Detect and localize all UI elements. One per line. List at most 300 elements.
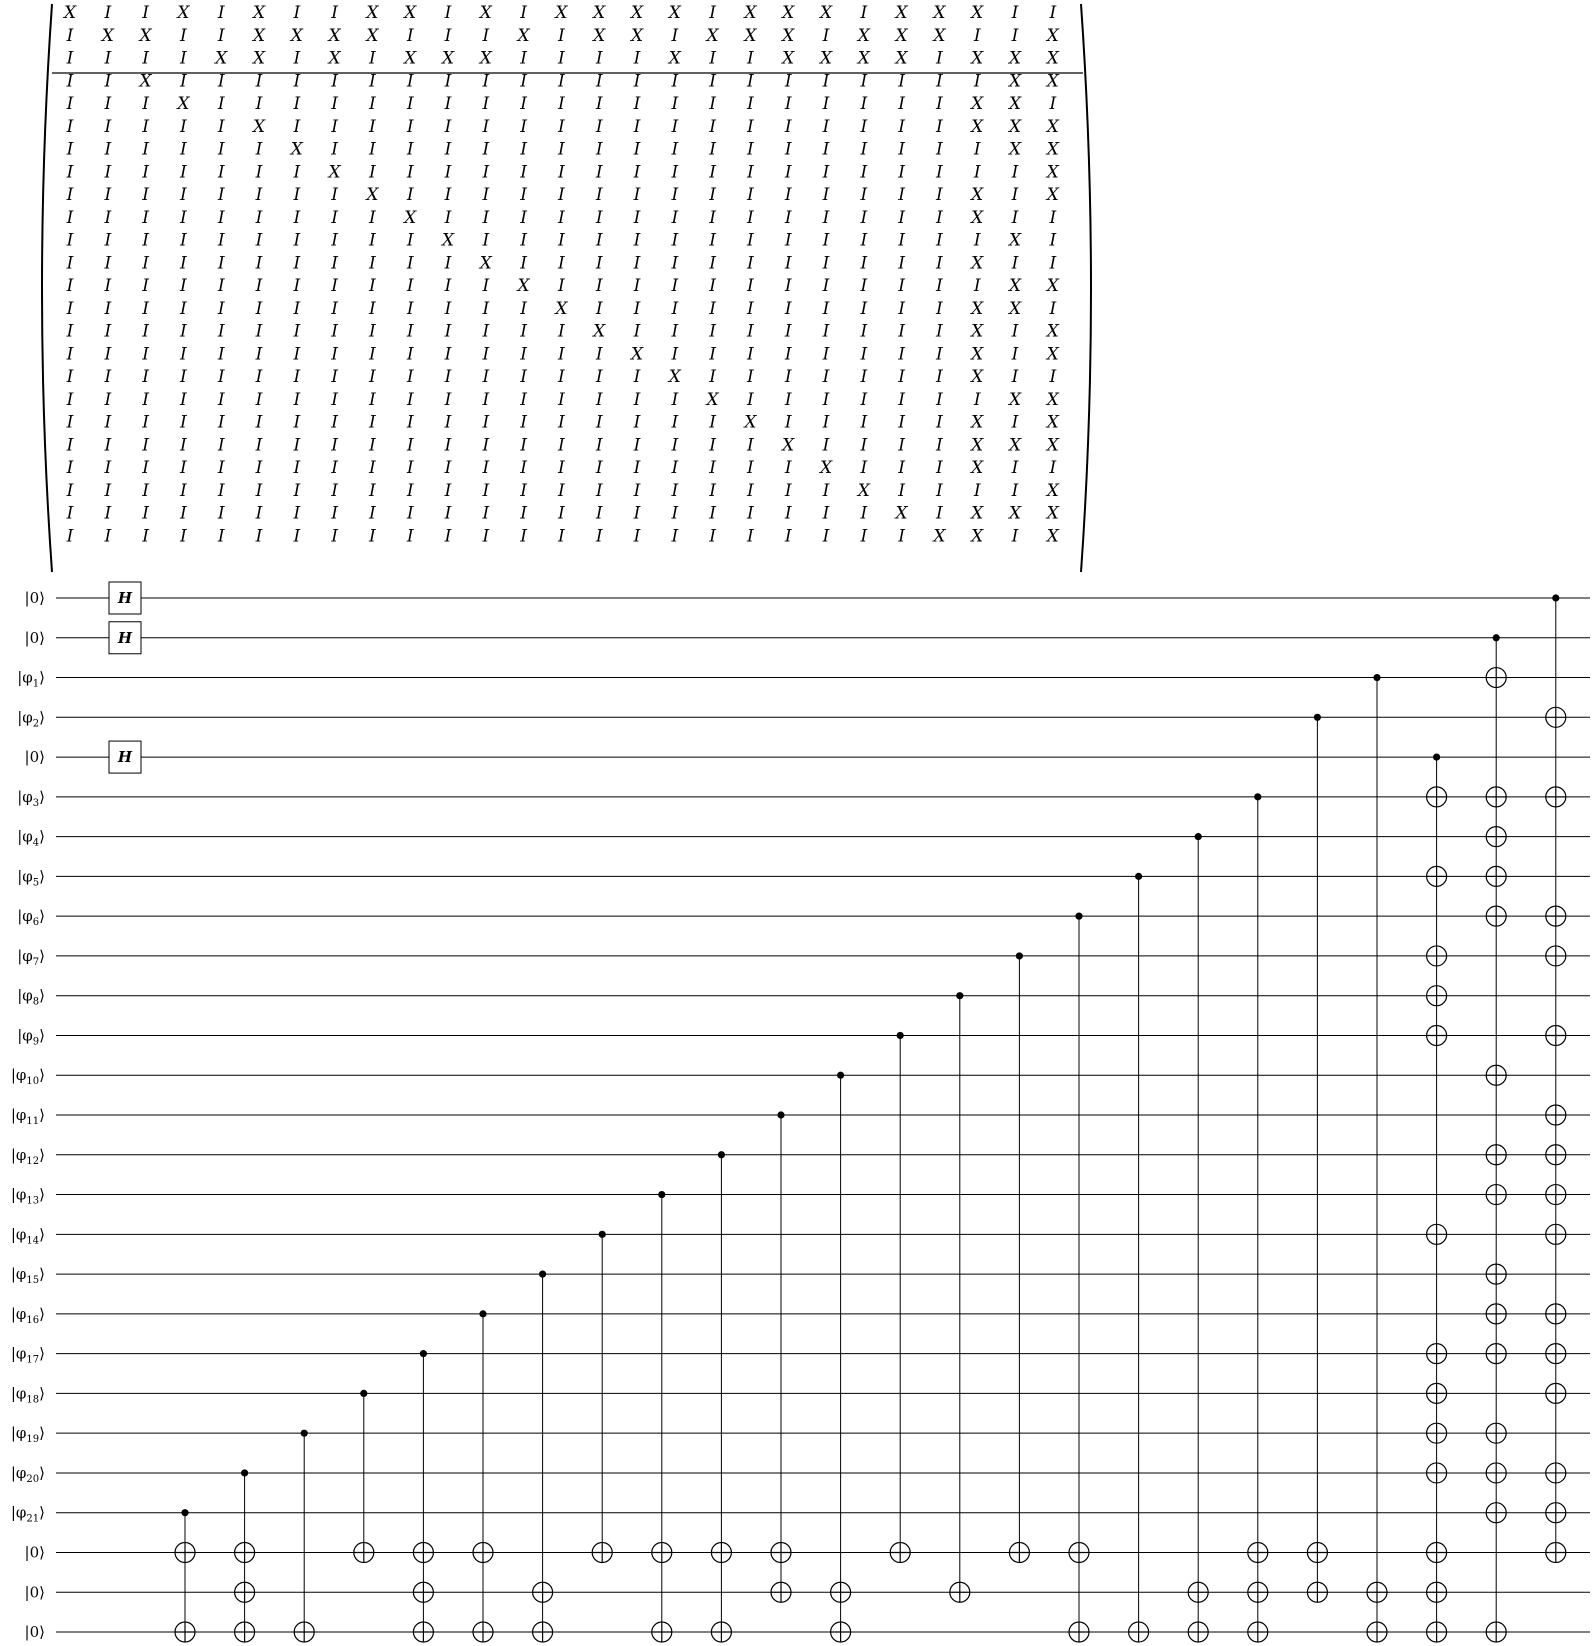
matrix-entry: I — [784, 321, 792, 342]
matrix-entry: I — [822, 116, 830, 137]
matrix-entry: X — [366, 25, 379, 46]
matrix-entry: I — [142, 321, 149, 342]
matrix-entry: I — [860, 503, 868, 524]
matrix-entry: I — [142, 276, 149, 296]
controlled-not-gate — [1307, 714, 1327, 1603]
matrix-entry: I — [1011, 480, 1019, 501]
qubit-label: $|\varphi_{12}⟩$ — [10, 1145, 45, 1167]
matrix-entry: I — [369, 321, 376, 342]
matrix-entry: I — [595, 412, 603, 433]
matrix-entry: I — [444, 480, 452, 501]
matrix-entry: I — [595, 276, 603, 296]
matrix-entry: I — [444, 298, 452, 319]
matrix-entry: I — [217, 412, 225, 433]
matrix-entry: I — [406, 526, 414, 547]
matrix-entry: X — [479, 48, 492, 69]
matrix-entry: I — [709, 3, 716, 23]
matrix-entry: I — [104, 298, 112, 319]
matrix-entry: I — [255, 185, 263, 205]
matrix-entry: I — [973, 162, 981, 183]
matrix-entry: X — [366, 185, 379, 205]
matrix-entry: I — [784, 458, 792, 478]
matrix-entry: I — [217, 321, 225, 342]
controlled-not-gate — [1129, 873, 1149, 1642]
matrix-entry: I — [633, 94, 641, 114]
control-dot — [658, 1191, 665, 1198]
matrix-entry: I — [898, 276, 905, 296]
matrix-entry: I — [369, 458, 376, 478]
matrix-entry: I — [142, 116, 149, 137]
matrix-entry: I — [558, 276, 565, 296]
matrix-entry: I — [747, 503, 754, 524]
matrix-entry: I — [331, 276, 338, 296]
matrix-entry: I — [1011, 3, 1019, 23]
matrix-entry: I — [860, 412, 868, 433]
matrix-entry: X — [782, 3, 795, 23]
matrix-entry: I — [747, 367, 754, 387]
matrix-entry: I — [293, 276, 301, 296]
matrix-entry: I — [293, 207, 301, 228]
matrix-entry: I — [633, 367, 641, 387]
matrix-entry: I — [406, 71, 414, 92]
matrix-entry: I — [444, 276, 452, 296]
controlled-not-gate — [175, 1509, 195, 1642]
matrix-entry: I — [784, 253, 792, 274]
matrix-entry: I — [369, 480, 376, 501]
matrix-entry: I — [66, 298, 74, 319]
matrix-entry: I — [936, 71, 943, 92]
matrix-entry: I — [558, 207, 565, 228]
matrix-entry: I — [898, 94, 905, 114]
controlled-not-gate — [890, 1032, 910, 1563]
matrix-entry: I — [747, 389, 754, 410]
matrix-entry: I — [1011, 526, 1019, 547]
matrix-entry: I — [898, 367, 905, 387]
matrix-entry: X — [895, 503, 908, 524]
matrix-entry: I — [482, 94, 490, 114]
qubit-label: $|\varphi_{11}⟩$ — [10, 1106, 45, 1128]
matrix-entry: I — [482, 116, 490, 137]
matrix-entry: I — [936, 367, 943, 387]
matrix-entry: I — [520, 344, 527, 365]
matrix-entry: I — [331, 94, 338, 114]
matrix-entry: I — [217, 25, 225, 46]
matrix-entry: I — [369, 367, 376, 387]
matrix-entry: I — [104, 116, 112, 137]
matrix-entry: I — [558, 139, 565, 160]
matrix-entry: I — [784, 367, 792, 387]
matrix-entry: I — [255, 367, 263, 387]
matrix-entry: I — [520, 253, 527, 274]
matrix-entry: I — [973, 139, 981, 160]
matrix-entry: I — [180, 116, 187, 137]
matrix-entry: I — [671, 230, 679, 251]
matrix-entry: I — [822, 367, 830, 387]
target-oplus — [1427, 1423, 1447, 1443]
target-oplus — [1546, 707, 1566, 727]
matrix-entry: I — [709, 139, 716, 160]
matrix-entry: I — [633, 276, 641, 296]
matrix-entry: X — [706, 25, 719, 46]
matrix-entry: I — [520, 71, 527, 92]
matrix-entry: I — [520, 321, 527, 342]
matrix-entry: I — [784, 389, 792, 410]
matrix-entry: I — [709, 162, 716, 183]
matrix-entry: I — [1011, 458, 1019, 478]
matrix-entry: X — [782, 435, 795, 456]
matrix-entry: I — [822, 480, 830, 501]
qubit-label: $|\varphi_7⟩$ — [17, 946, 45, 968]
matrix-entry: I — [671, 458, 679, 478]
matrix-entry: X — [328, 25, 341, 46]
matrix-entry: I — [973, 480, 981, 501]
target-oplus — [1069, 1622, 1089, 1642]
matrix-entry: I — [482, 139, 490, 160]
matrix-entry: I — [898, 298, 905, 319]
matrix-entry: I — [369, 503, 376, 524]
matrix-entry: I — [66, 162, 74, 183]
matrix-entry: I — [293, 321, 301, 342]
matrix-entry: I — [822, 412, 830, 433]
target-oplus — [294, 1622, 314, 1642]
matrix-entry: X — [971, 207, 984, 228]
matrix-entry: X — [1008, 276, 1022, 296]
matrix-entry: I — [369, 435, 376, 456]
target-oplus — [1367, 1582, 1387, 1602]
matrix-entry: X — [971, 48, 984, 69]
matrix-entry: X — [252, 3, 266, 23]
matrix-entry: I — [520, 94, 527, 114]
matrix-entry: I — [406, 139, 414, 160]
matrix-entry: I — [104, 207, 112, 228]
target-oplus — [1546, 1383, 1566, 1403]
controlled-not-gate — [533, 1270, 553, 1642]
matrix-entry: I — [142, 367, 149, 387]
matrix-entry: I — [709, 367, 716, 387]
matrix-entry: I — [482, 412, 490, 433]
matrix-entry: I — [822, 207, 830, 228]
matrix-entry: I — [217, 230, 225, 251]
controlled-not-gate — [1486, 634, 1506, 1642]
matrix-entry: X — [744, 412, 757, 433]
target-oplus — [1427, 1582, 1447, 1602]
target-oplus — [652, 1622, 672, 1642]
matrix-entry: I — [331, 116, 338, 137]
target-oplus — [1307, 1542, 1327, 1562]
matrix-entry: I — [255, 298, 263, 319]
controlled-not-gate — [1427, 753, 1447, 1642]
matrix-entry: I — [936, 480, 943, 501]
matrix-entry: I — [671, 321, 679, 342]
matrix-entry: I — [784, 94, 792, 114]
target-oplus — [1307, 1582, 1327, 1602]
hadamard-gate — [109, 741, 141, 773]
matrix-entry: I — [558, 526, 565, 547]
matrix-entry: I — [671, 185, 679, 205]
matrix-entry: I — [747, 71, 754, 92]
matrix-entry: X — [971, 367, 984, 387]
matrix-entry: I — [406, 162, 414, 183]
qubit-label: $|\varphi_{20}⟩$ — [10, 1463, 45, 1485]
control-dot — [777, 1111, 784, 1118]
matrix-entry: I — [747, 298, 754, 319]
matrix-entry: X — [593, 3, 606, 23]
matrix-entry: I — [180, 503, 187, 524]
matrix-entry: I — [595, 389, 603, 410]
matrix-entry: I — [936, 344, 943, 365]
matrix-entry: I — [255, 458, 263, 478]
controlled-not-gate — [235, 1469, 255, 1642]
matrix-entry: I — [860, 3, 868, 23]
qubit-label: $|\varphi_4⟩$ — [17, 827, 45, 849]
matrix-entry: I — [558, 412, 565, 433]
matrix-entry: I — [66, 435, 74, 456]
matrix-entry: X — [1008, 139, 1022, 160]
matrix-entry: I — [217, 526, 225, 547]
qubit-label: $|\varphi_5⟩$ — [17, 867, 45, 889]
qubit-label: $|\varphi_{17}⟩$ — [10, 1344, 45, 1366]
matrix-entry: I — [822, 253, 830, 274]
matrix-entry: I — [331, 207, 338, 228]
matrix-entry: I — [293, 71, 301, 92]
matrix-entry: I — [66, 526, 74, 547]
matrix-entry: I — [444, 94, 452, 114]
matrix-entry: I — [936, 116, 943, 137]
matrix-entry: X — [857, 48, 870, 69]
matrix-entry: I — [104, 435, 112, 456]
matrix-entry: I — [709, 276, 716, 296]
matrix-entry: I — [860, 253, 868, 274]
controlled-not-gate — [771, 1111, 791, 1602]
target-oplus — [1427, 1025, 1447, 1045]
target-oplus — [1427, 787, 1447, 807]
matrix-entry: I — [633, 162, 641, 183]
matrix-entry: I — [142, 162, 149, 183]
matrix-entry: I — [369, 162, 376, 183]
matrix-entry: I — [142, 207, 149, 228]
target-oplus — [1248, 1542, 1268, 1562]
matrix-entry: I — [898, 480, 905, 501]
matrix-entry: I — [142, 253, 149, 274]
matrix-entry: I — [784, 207, 792, 228]
target-oplus — [1486, 1463, 1506, 1483]
matrix-entry: I — [671, 116, 679, 137]
target-oplus — [1248, 1582, 1268, 1602]
matrix-entry: I — [255, 207, 263, 228]
control-dot — [539, 1270, 546, 1277]
matrix-entry: I — [293, 230, 301, 251]
matrix-entry: I — [595, 207, 603, 228]
qubit-label: $|\varphi_{21}⟩$ — [10, 1503, 45, 1525]
matrix-entry: I — [671, 412, 679, 433]
matrix-entry: I — [633, 116, 641, 137]
control-dot — [1373, 674, 1380, 681]
matrix-entry: I — [860, 230, 868, 251]
qubit-label: $|\varphi_9⟩$ — [17, 1026, 45, 1048]
matrix-entry: I — [898, 230, 905, 251]
matrix-entry: X — [782, 25, 795, 46]
matrix-entry: I — [255, 71, 263, 92]
controlled-not-gate — [294, 1430, 314, 1642]
matrix-entry: I — [520, 367, 527, 387]
matrix-entry: I — [633, 230, 641, 251]
matrix-entry: I — [973, 71, 981, 92]
qubit-label: $|\varphi_2⟩$ — [17, 708, 45, 730]
matrix-entry: I — [482, 162, 490, 183]
matrix-entry: I — [671, 344, 679, 365]
qubit-label: |0⟩ — [24, 589, 45, 607]
qubit-label: $|\varphi_{16}⟩$ — [10, 1304, 45, 1326]
target-oplus — [652, 1542, 672, 1562]
qubit-label: |0⟩ — [24, 1623, 45, 1642]
matrix-entry: X — [933, 526, 946, 547]
matrix-entry: X — [819, 3, 833, 23]
matrix-entry: I — [860, 321, 868, 342]
matrix-entry: I — [255, 321, 263, 342]
matrix-entry: I — [822, 344, 830, 365]
matrix-entry: I — [558, 25, 565, 46]
matrix-entry: X — [139, 25, 152, 46]
matrix-entry: I — [293, 458, 301, 478]
matrix-entry: I — [66, 139, 74, 160]
matrix-entry: I — [784, 71, 792, 92]
matrix-entry: I — [369, 344, 376, 365]
target-oplus — [1427, 1383, 1447, 1403]
matrix-entry: I — [444, 367, 452, 387]
target-oplus — [1546, 1224, 1566, 1244]
matrix-entry: I — [747, 321, 754, 342]
qubit-label: $|\varphi_8⟩$ — [17, 986, 45, 1008]
matrix-entry: I — [331, 389, 338, 410]
matrix-entry: I — [747, 480, 754, 501]
matrix-entry: I — [1049, 298, 1057, 319]
matrix-entry: I — [822, 162, 830, 183]
matrix-entry: I — [709, 412, 716, 433]
matrix-entry: I — [217, 71, 225, 92]
matrix-entry: I — [595, 298, 603, 319]
matrix-entry: I — [898, 162, 905, 183]
matrix-entry: I — [1011, 344, 1019, 365]
target-oplus — [1427, 1224, 1447, 1244]
matrix-entry: I — [595, 185, 603, 205]
matrix-entry: I — [104, 276, 112, 296]
matrix-entry: I — [142, 139, 149, 160]
matrix-entry: I — [369, 230, 376, 251]
matrix-entry: I — [482, 321, 490, 342]
matrix-entry: I — [180, 344, 187, 365]
matrix-entry: I — [595, 344, 603, 365]
matrix-entry: X — [668, 48, 681, 69]
matrix-entry: I — [66, 367, 74, 387]
matrix-entry: I — [369, 298, 376, 319]
matrix-entry: X — [971, 116, 984, 137]
matrix-entry: I — [217, 253, 225, 274]
qubit-label: $|\varphi_3⟩$ — [17, 787, 45, 809]
matrix-entry: X — [895, 48, 908, 69]
target-oplus — [711, 1542, 731, 1562]
matrix-entry: I — [822, 503, 830, 524]
matrix-entry: I — [633, 253, 641, 274]
matrix-entry: I — [1049, 3, 1057, 23]
target-oplus — [1546, 1542, 1566, 1562]
matrix-entry: I — [369, 526, 376, 547]
target-oplus — [1546, 1185, 1566, 1205]
matrix-entry: I — [936, 230, 943, 251]
control-dot — [1135, 873, 1142, 880]
matrix-entry: I — [784, 185, 792, 205]
matrix-entry: X — [252, 48, 266, 69]
matrix-entry: I — [255, 435, 263, 456]
matrix-entry: X — [1008, 389, 1022, 410]
matrix-entry: I — [1011, 412, 1019, 433]
matrix-entry: I — [936, 162, 943, 183]
matrix-entry: I — [822, 94, 830, 114]
control-dot — [420, 1350, 427, 1357]
matrix-entry: I — [595, 480, 603, 501]
matrix-entry: I — [444, 71, 452, 92]
target-oplus — [1486, 906, 1506, 926]
control-dot — [1016, 952, 1023, 959]
matrix-entry: I — [369, 253, 376, 274]
matrix-entry: X — [971, 344, 984, 365]
qubit-label: $|\varphi_6⟩$ — [17, 907, 45, 929]
matrix-entry: I — [595, 162, 603, 183]
matrix-entry: I — [142, 344, 149, 365]
matrix-entry: I — [558, 230, 565, 251]
matrix-entry: I — [180, 435, 187, 456]
matrix-entry: I — [293, 162, 301, 183]
control-dot — [1552, 594, 1559, 601]
matrix-entry: I — [180, 162, 187, 183]
matrix-entry: X — [1046, 412, 1059, 433]
matrix-entry: I — [482, 435, 490, 456]
matrix-entry: I — [293, 116, 301, 137]
target-oplus — [1486, 668, 1506, 688]
matrix-entry: I — [104, 185, 112, 205]
matrix-entry: I — [709, 116, 716, 137]
matrix-entry: X — [593, 321, 606, 342]
matrix-entry: I — [217, 139, 225, 160]
matrix-entry: I — [369, 139, 376, 160]
matrix-entry: X — [1046, 321, 1059, 342]
matrix-entry: I — [558, 435, 565, 456]
matrix-entry: I — [142, 412, 149, 433]
matrix-entry: I — [66, 253, 74, 274]
matrix-entry: I — [255, 139, 263, 160]
matrix-entry: I — [936, 458, 943, 478]
matrix-entry: I — [180, 458, 187, 478]
matrix-entry: I — [784, 503, 792, 524]
matrix-entry: I — [898, 253, 905, 274]
matrix-entry: I — [633, 503, 641, 524]
matrix-entry: I — [633, 458, 641, 478]
target-oplus — [175, 1622, 195, 1642]
matrix-entry: I — [709, 71, 716, 92]
matrix-entry: I — [633, 321, 641, 342]
matrix-entry: X — [895, 25, 908, 46]
target-oplus — [1486, 1065, 1506, 1085]
matrix-entry: I — [671, 389, 679, 410]
matrix-entry: I — [1011, 185, 1019, 205]
target-oplus — [1546, 1145, 1566, 1165]
matrix-entry: I — [331, 480, 338, 501]
matrix-entry: I — [217, 162, 225, 183]
matrix-entry: I — [671, 435, 679, 456]
matrix-entry: I — [142, 458, 149, 478]
matrix-entry: I — [671, 276, 679, 296]
matrix-entry: I — [180, 207, 187, 228]
matrix-entry: I — [747, 162, 754, 183]
